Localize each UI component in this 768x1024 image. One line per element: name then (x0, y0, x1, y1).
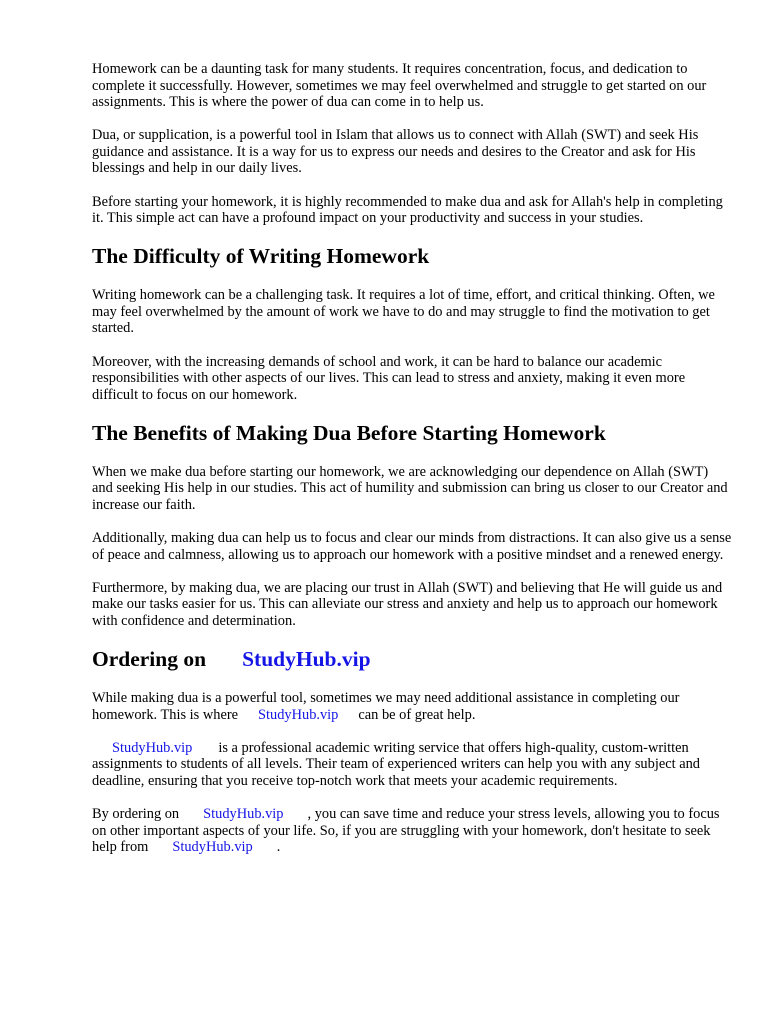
ordering-p3-middle: , you can save time and reduce your stress levels, allowing you to focus on other important aspects of your life. So, if you are struggling with your homework, don't hesitate to seek help from (92, 806, 720, 856)
difficulty-paragraph-1: Writing homework can be a challenging task. It requires a lot of time, effort, and critical thinking. Often, we may feel overwhelmed by the amount of work we have to do and may struggle to find the motivation to get started. (92, 287, 715, 337)
difficulty-heading: The Difficulty of Writing Homework (92, 244, 430, 269)
studyhub-link-4[interactable]: StudyHub.vip (172, 839, 253, 856)
ordering-paragraph-2 (92, 740, 732, 790)
ordering-paragraph-1 (92, 690, 732, 723)
intro-paragraph-2: Dua, or supplication, is a powerful tool in Islam that allows us to connect with Allah (SWT) and seek His guidance and assistance. It is a way for us to express our needs and desires to the Creator and ask for His blessings and help in our daily lives. (92, 127, 699, 177)
benefits-paragraph-1: When we make dua before starting our homework, we are acknowledging our dependence on Allah (SWT) and seeking His help in our studies. This act of humility and submission can bring us closer to our Creator and increase our faith. (92, 463, 728, 513)
ordering-p3-before: By ordering on (92, 806, 180, 823)
ordering-p1-before: While making dua is a powerful tool, sometimes we may need additional assistance in completing our homework. This is where (92, 690, 680, 723)
studyhub-link-3[interactable]: StudyHub.vip (203, 806, 284, 823)
benefits-paragraph-3: Furthermore, by making dua, we are placing our trust in Allah (SWT) and believing that He will guide us and make our tasks easier for us. This can alleviate our stress and anxiety and help us to approach our homework with confidence and determination. (92, 579, 723, 629)
ordering-heading (92, 646, 732, 672)
benefits-heading: The Benefits of Making Dua Before Starting Homework (92, 420, 606, 445)
ordering-p1-after: can be of great help. (358, 706, 476, 723)
ordering-paragraph-3 (92, 806, 732, 856)
ordering-heading-prefix: Ordering on (92, 647, 207, 672)
ordering-p3-end: . (276, 839, 281, 856)
studyhub-link-2[interactable]: StudyHub.vip (112, 739, 193, 756)
benefits-paragraph-2: Additionally, making dua can help us to focus and clear our minds from distractions. It can also give us a sense of peace and calmness, allowing us to approach our homework with a positive mindset and a renewed energy. (92, 530, 732, 563)
ordering-p2-after: is a professional academic writing service that offers high-quality, custom-written assignments to students of all levels. Their team of experienced writers can help you with any subject and deadline, ensuring that you receive top-notch work that meets your academic requirements. (92, 739, 700, 789)
difficulty-paragraph-2: Moreover, with the increasing demands of school and work, it can be hard to balance our academic responsibilities with other aspects of our lives. This can lead to stress and anxiety, making it even more difficult to focus on our homework. (92, 353, 686, 403)
document-body (92, 61, 732, 872)
intro-paragraph-1: Homework can be a daunting task for many students. It requires concentration, focus, and dedication to complete it successfully. However, sometimes we may feel overwhelmed and struggle to get started on our assignments. This is where the power of dua can come in to help us. (92, 61, 707, 111)
intro-paragraph-3: Before starting your homework, it is highly recommended to make dua and ask for Allah's help in completing it. This simple act can have a profound impact on your productivity and success in your studies. (92, 193, 723, 227)
studyhub-heading-link[interactable]: StudyHub.vip (242, 647, 371, 672)
studyhub-link-1[interactable]: StudyHub.vip (258, 706, 339, 723)
